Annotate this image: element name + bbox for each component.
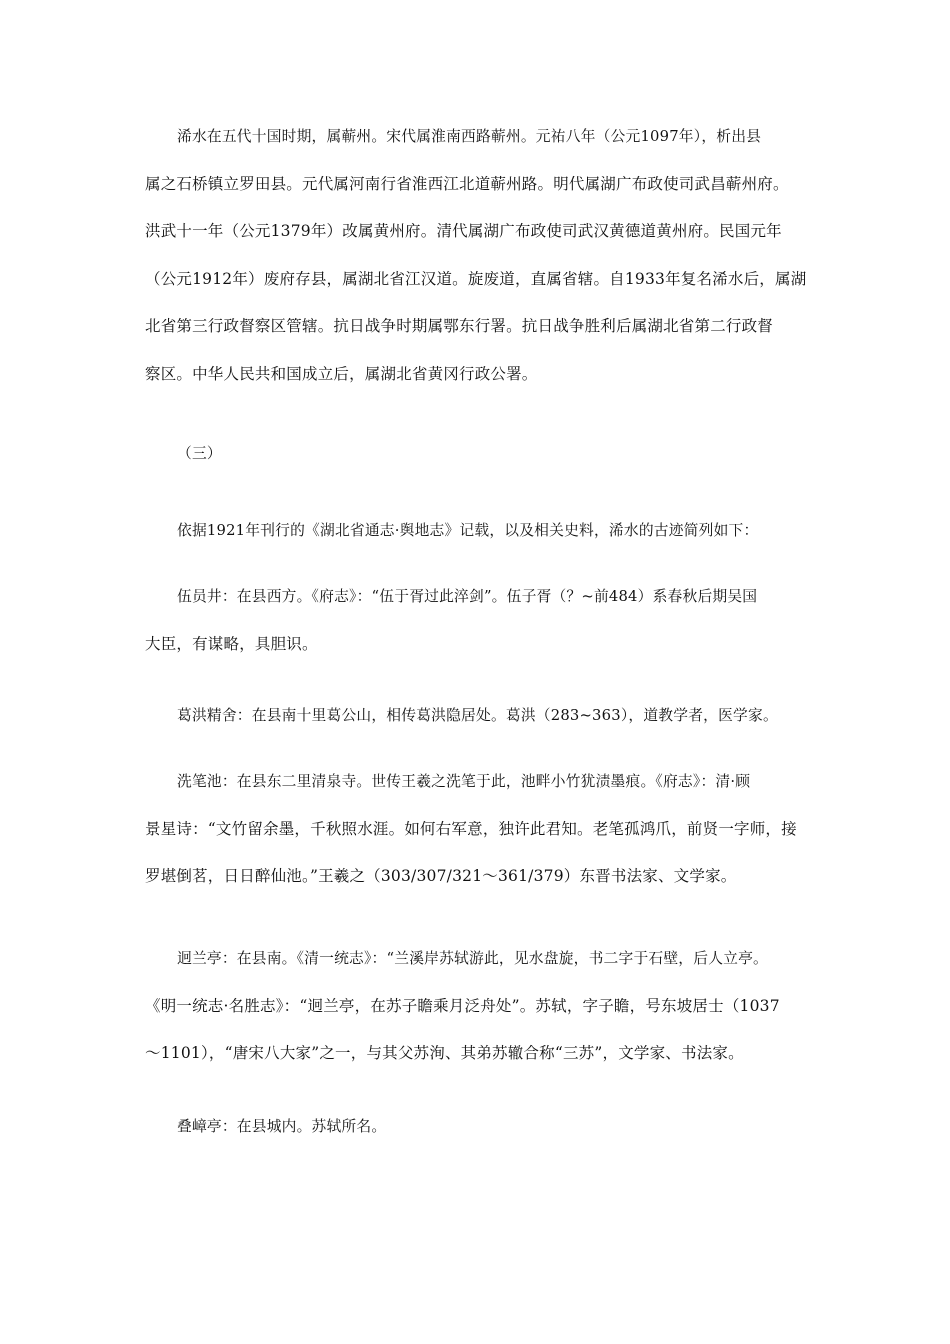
text-line: 罗堪倒茗，日日醉仙池。”王羲之（303/307/321～361/379）东晋书法家、文学家。 (145, 867, 737, 885)
text-line: 洪武十一年（公元1379年）改属黄州府。清代属湖广布政使司武汉黄德道黄州府。民国元年 (145, 222, 782, 240)
text-line: （公元1912年）废府存县，属湖北省江汉道。旋废道，直属省辖。自1933年复名浠水后，属湖 (145, 269, 807, 288)
text-line: 北省第三行政督察区管辖。抗日战争时期属鄂东行署。抗日战争胜利后属湖北省第二行政督 (145, 317, 774, 335)
text-line: 伍员井：在县西方。《府志》：“伍于胥过此淬剑”。伍子胥（？~前484）系春秋后期吴国 (177, 588, 758, 605)
text-line: ～1101），“唐宋八大家”之一，与其父苏洵、其弟苏辙合称“三苏”，文学家、书法家。 (145, 1044, 744, 1062)
paragraph-wuyuan-well (145, 573, 810, 668)
text-line: 察区。中华人民共和国成立后，属湖北省黄冈行政公署。 (145, 364, 538, 383)
text-line: 迥兰亭：在县南。《清一统志》：“兰溪岸苏轼游此，见水盘旋，书二字于石壁，后人立亭。 (177, 950, 768, 967)
text-line: 大臣，有谋略，具胆识。 (145, 634, 318, 653)
paragraph-brush-pond (145, 758, 810, 901)
text-line: 《明一统志·名胜志》：“迥兰亭，在苏子瞻乘月泛舟处”。苏轼，字子瞻，号东坡居士（1037 (145, 996, 780, 1015)
section-number: （三） (177, 445, 222, 462)
text-line: 浠水在五代十国时期，属蕲州。宋代属淮南西路蕲州。元祐八年（公元1097年），析出县 (177, 128, 762, 145)
text-line: 属之石桥镇立罗田县。元代属河南行省淮西江北道蕲州路。明代属湖广布政使司武昌蕲州府。 (145, 174, 789, 193)
paragraph-huilan-pavilion (145, 935, 810, 1078)
paragraph-diezhang-pavilion (145, 1103, 810, 1151)
paragraph-gehong-lodge (145, 692, 810, 740)
text-line: 葛洪精舍：在县南十里葛公山，相传葛洪隐居处。葛洪（283~363），道教学者，医学家。 (177, 707, 778, 724)
section-heading (145, 430, 810, 478)
text-line: 依据1921年刊行的《湖北省通志·舆地志》记载，以及相关史料，浠水的古迹简列如下： (177, 522, 759, 539)
paragraph-history (145, 113, 810, 398)
text-line: 景星诗：“文竹留余墨，千秋照水涯。如何右军意，独许此君知。老笔孤鸿爪，前贤一字师，接 (145, 819, 797, 838)
text-line: 叠嶂亭：在县城内。苏轼所名。 (177, 1118, 387, 1135)
paragraph-intro (145, 507, 810, 555)
text-line: 洗笔池：在县东二里清泉寺。世传王羲之洗笔于此，池畔小竹犹渍墨痕。《府志》：清·顾 (177, 773, 751, 790)
